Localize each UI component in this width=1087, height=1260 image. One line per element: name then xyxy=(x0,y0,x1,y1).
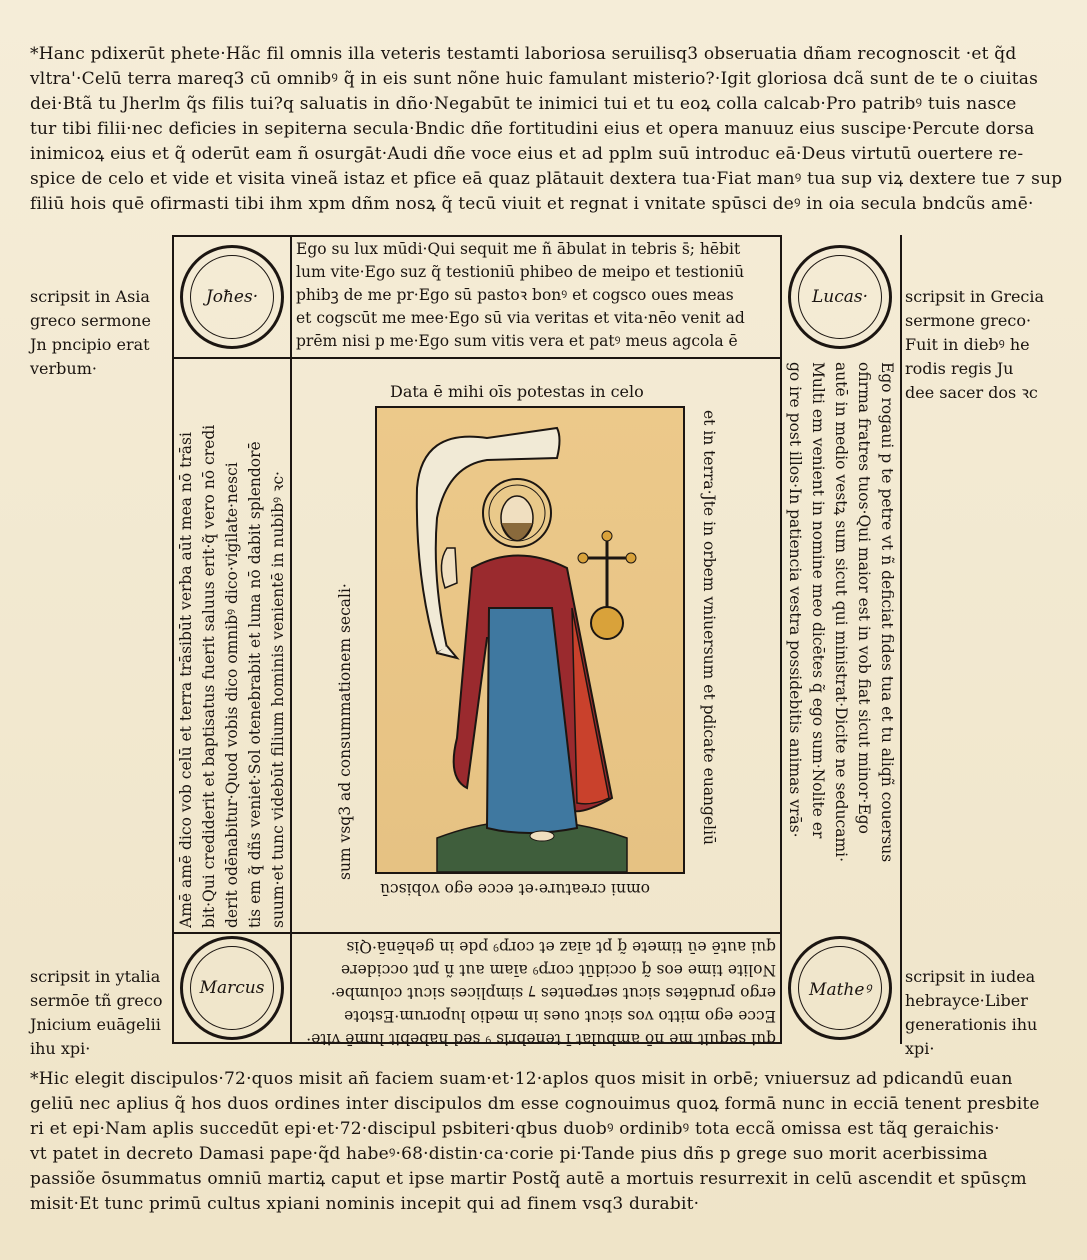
panel-bottom-caption: omni creature·et ecce ego vobiscū xyxy=(380,880,651,898)
frame-top-outer xyxy=(172,235,782,237)
mark-medallion xyxy=(180,936,284,1040)
text-line: *Hanc pdixerūt phete·Hãc fil omnis illa veteris testamti laboriosa seruilisq3 obseruatia dñam recognoscit ·et q̃d xyxy=(30,44,1017,64)
top-block-text: Ego su lux mūdi·Qui sequit me ñ ābulat in tebris s̄; hēbit lum vite·Ego suz q̃ testioniū phibeo de meipo et testioniū phibꝫ de me pr·Ego sū pastoꝛ bonꝰ et cogsco oues meas et cogscūt me mee·Ego sū via veritas et vita·nēo venit ad prēm nisi p me·Ego sum vitis vera et patꝰ meus agcola ē xyxy=(296,240,745,350)
text-line: ri et epi·Nam aplis succedūt epi·et·72·discipul psbiteri·qbus duobꝰ ordinibꝰ tota eccã omissa est tãq geraichis· xyxy=(30,1119,1000,1139)
matthew-note: scripsit in iudea hebrayce·Liber generationis ihu xpi· xyxy=(905,967,1038,1058)
text-line: spice de celo et vide et visita vineã istaz et pfice eā quaz plātauit dextera tua·Fiat manꝰ tua sup viꝝ dextere tue ⁊ sup xyxy=(30,169,1063,189)
john-medallion xyxy=(180,245,284,349)
text-line: vt patet in decreto Damasi pape·q̃d habeꝰ·68·distin·ca·corie pi·Tande pius dñs p grege suo morit acerbissima xyxy=(30,1144,988,1164)
christ-woodcut-image xyxy=(377,408,683,872)
text-line: geliū nec aplius q̃ hos duos ordines inter discipulos dm esse cognouimus quoꝝ formā nunc in ecciā tenent presbite xyxy=(30,1094,1040,1114)
text-line: inimicoꝝ eius et q̃ oderūt eam ñ osurgāt·Audi dñe voce eius et ad pplm suū introduc eā·Deus virtutū ouertere re- xyxy=(30,144,1024,164)
panel-top-caption: Data ē mihi oīs potestas in celo xyxy=(390,382,644,401)
frame-top-inner xyxy=(172,357,782,359)
mark-note: scripsit in ytalia sermōe tñ greco Jnicium euāgelii ihu xpi· xyxy=(30,967,163,1058)
text-line: misit·Et tunc primū cultus xpiani nominis incepit qui ad finem vsq3 durabit· xyxy=(30,1194,700,1214)
text-line: passiõe ōsummatus omniū martiꝝ caput et ipse martir Postq̃ autē a mortuis resurrexit in celū ascendit et spūsçm xyxy=(30,1169,1027,1189)
john-label: Joħes· xyxy=(205,287,259,307)
text-line: filiū hois quē ofirmasti tibi ihm xpm dñm nosꝝ q̃ tecū viuit et regnat i vnitate spūsci deꝰ in oia secula bndcũs amē· xyxy=(30,194,1034,214)
luke-note: scripsit in Grecia sermone greco· Fuit in diebꝰ he rodis regis Ju dee sacer dos ꝛc xyxy=(905,287,1045,402)
panel-left-caption: sum vsq3 ad consummationem secali· xyxy=(336,583,354,880)
john-note: scripsit in Asia greco sermone Jn pncipio erat verbum· xyxy=(30,287,151,378)
frame-left-inner xyxy=(290,235,292,1044)
text-line: tur tibi filii·nec deficies in sepiterna secula·Bndic dñe fortitudini eius et opera manuuz eius suscipe·Percute dorsa xyxy=(30,119,1035,139)
matthew-medallion xyxy=(788,936,892,1040)
frame-bottom-inner xyxy=(172,932,782,934)
text-line: dei·Btã tu Jherlm q̃s filis tui?q saluatis in dño·Negabūt te inimici tui et tu eoꝝ colla calcab·Pro patribꝰ tuis nasce xyxy=(30,94,1017,114)
bottom-paragraph xyxy=(30,1067,1040,1217)
left-block-text: Amē amē dico vob celū et terra trāsibūt verba aūt mea nō trāsi bit·Qui crediderit et baptisatus fuerit saluus erit·q̃ vero nō credi derit odēnabitur·Quod vobis dico omnibꝰ dico·vigilate·nesci tis em q̃ dñs veniet·Sol otenebrabit et luna nō dabit splendorē suum·et tunc videbūt filium hominis venientē in nubibꝰ ꝛc· xyxy=(177,424,287,928)
luke-medallion xyxy=(788,245,892,349)
frame-right-outer xyxy=(900,235,902,1044)
woodcut-panel xyxy=(375,406,685,874)
matthew-label: Matheꝰ xyxy=(809,979,871,1000)
right-block-text: Ego rogaui p te petre vt ñ deficiat fides tua et tu aliqñ couersus ofirma fratres tuos·Qui maior est in vob fiat sicut minor·Ego autē in medio vestꝝ sum sicut qui ministrat·Dicite ne seducami· Multi em venient in nomine meo dicētes q̃ ego sum·Nolite er go ire post illos·In patiencia vestra possidebitis animas vrās· xyxy=(786,362,896,863)
text-line: vltra'·Celū terra mareq3 cū omnibꝰ q̃ in eis sunt nõne huic famulant misterio?·Igit gloriosa dcã sunt de te o ciuitas xyxy=(30,69,1039,89)
top-paragraph xyxy=(30,42,1062,217)
bottom-block-text: qui sequit me nō ambulat ī tenebris ꝰ sed habebit lumē vite· Ecce ego mitto vos sicut oues in medio luporum·Estote ergo prudētes sicut serpentes ⁊ simplices sicut columbe· Nolite time eos q̃ occidūt corpꝰ aīam aut ñ pnt occidere qui autē eū timete q̃ pt aīaz et corpꝰ pde in gehēnā·Qis xyxy=(306,938,776,1048)
luke-label: Lucas· xyxy=(811,287,869,307)
panel-right-caption: et in terra·Jte in orbem vniuersum et pdicate euangeliū xyxy=(700,410,718,846)
text-line: *Hic elegit discipulos·72·quos misit añ faciem suam·et·12·aplos quos misit in orbē; vniuersuz ad pdicandū euan xyxy=(30,1069,1013,1089)
frame-left-outer xyxy=(172,235,174,1044)
frame-right-inner xyxy=(780,235,782,1044)
mark-label: Marcus xyxy=(199,978,265,998)
